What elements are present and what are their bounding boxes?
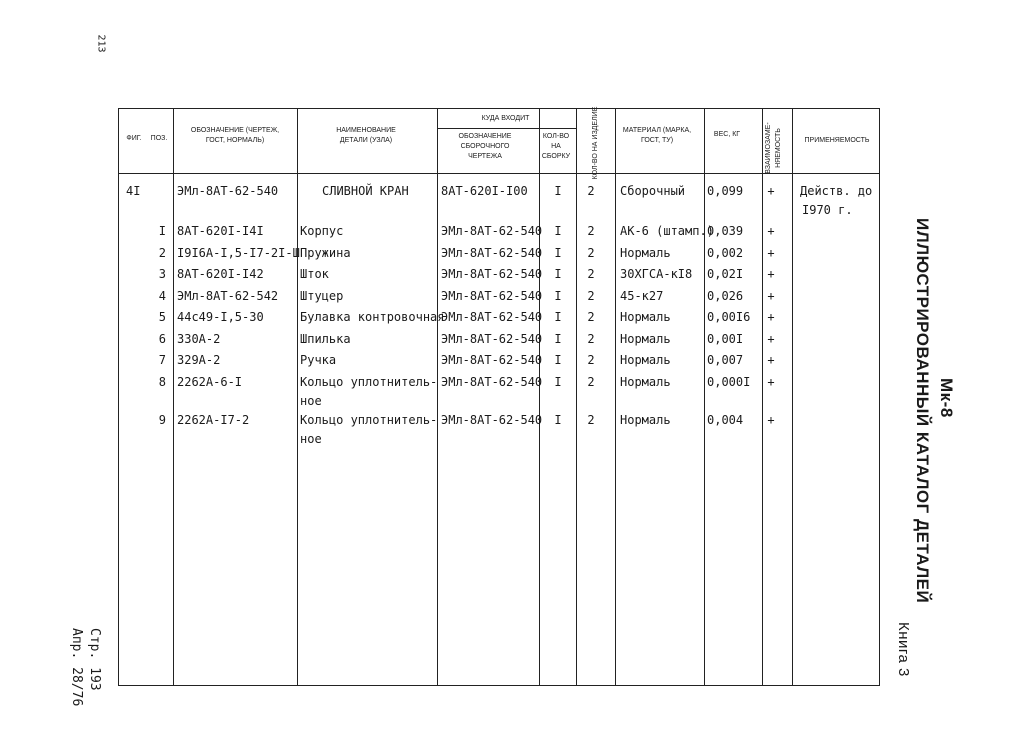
cell-name: СЛИВНОЙ КРАН [322, 184, 409, 198]
manual-code: Мк-8 [937, 378, 956, 418]
cell-des: 330А-2 [177, 332, 221, 346]
cell-wt: 0,026 [707, 289, 744, 303]
cell-ic: + [767, 224, 775, 238]
cell-pos: 9 [158, 413, 166, 427]
cell-name-cont: ное [300, 394, 322, 408]
cell-name: Кольцо уплотнитель- [300, 375, 438, 389]
header-fig: ФИГ. [126, 135, 142, 142]
cell-des: 8АТ-620I-I4I [177, 224, 264, 238]
cell-wt: 0,00I6 [707, 310, 751, 324]
cell-ic: + [767, 267, 775, 281]
header-asm-designation: ОБОЗНАЧЕНИЕ СБОРОЧНОГО ЧЕРТЕЖА [458, 133, 512, 160]
cell-des: 329А-2 [177, 353, 221, 367]
cell-qi: 2 [587, 332, 595, 346]
cell-asm: 8АТ-620I-I00 [441, 184, 528, 198]
cell-qi: 2 [587, 353, 595, 367]
cell-qi: 2 [587, 184, 595, 198]
footer-page: Стр. 193 [87, 628, 102, 691]
cell-name-cont: ное [300, 432, 322, 446]
cell-ic: + [767, 332, 775, 346]
cell-qa: I [554, 353, 562, 367]
cell-app-cont: I970 г. [802, 203, 853, 217]
cell-mat: 30ХГСА-кI8 [620, 267, 693, 281]
cell-name: Ручка [300, 353, 337, 367]
cell-wt: 0,007 [707, 353, 744, 367]
cell-pos: 4 [158, 289, 166, 303]
cell-qi: 2 [587, 289, 595, 303]
header-qty-item: КОЛ-ВО НА ИЗДЕЛИЕ [592, 106, 599, 180]
cell-qi: 2 [587, 413, 595, 427]
cell-pos: 3 [158, 267, 166, 281]
cell-pos: 6 [158, 332, 166, 346]
cell-mat: Нормаль [620, 413, 671, 427]
header-qty-asm: КОЛ-ВО НА СБОРКУ [541, 133, 571, 160]
cell-des: I9I6А-I,5-I7-2I-Ш [177, 246, 300, 260]
cell-mat: Нормаль [620, 353, 671, 367]
cell-qa: I [554, 246, 562, 260]
cell-name: Шток [300, 267, 329, 281]
cell-mat: Сборочный [620, 184, 686, 198]
cell-des: 2262А-I7-2 [177, 413, 250, 427]
cell-pos: 2 [158, 246, 166, 260]
cell-pos: 8 [158, 375, 166, 389]
cell-qi: 2 [587, 375, 595, 389]
header-pos: ПОЗ. [150, 135, 168, 142]
cell-asm: ЭМл-8АТ-62-540 [441, 413, 543, 427]
cell-asm: ЭМл-8АТ-62-540 [441, 246, 543, 260]
cell-des: 44с49-I,5-30 [177, 310, 264, 324]
cell-ic: + [767, 413, 775, 427]
cell-des: 8АТ-620I-I42 [177, 267, 264, 281]
cell-asm: ЭМл-8АТ-62-540 [441, 375, 543, 389]
cell-asm: ЭМл-8АТ-62-540 [441, 310, 543, 324]
book-label: Книга 3 [895, 622, 912, 677]
cell-ic: + [767, 289, 775, 303]
cell-pos: 7 [158, 353, 166, 367]
cell-qa: I [554, 224, 562, 238]
cell-asm: ЭМл-8АТ-62-540 [441, 224, 543, 238]
header-material: МАТЕРИАЛ (МАРКА, ГОСТ, ТУ) [622, 127, 692, 144]
cell-des: ЭМл-8АТ-62-540 [177, 184, 279, 198]
cell-name: Штуцер [300, 289, 344, 303]
cell-qa: I [554, 413, 562, 427]
cell-qi: 2 [587, 267, 595, 281]
cell-name: Шпилька [300, 332, 351, 346]
cell-ic: + [767, 184, 775, 198]
cell-qa: I [554, 310, 562, 324]
cell-qa: I [554, 267, 562, 281]
cell-asm: ЭМл-8АТ-62-540 [441, 289, 543, 303]
cell-asm: ЭМл-8АТ-62-540 [441, 267, 543, 281]
cell-mat: Нормаль [620, 332, 671, 346]
cell-qa: I [554, 332, 562, 346]
cell-name: Кольцо уплотнитель- [300, 413, 438, 427]
cell-wt: 0,00I [707, 332, 744, 346]
cell-qi: 2 [587, 246, 595, 260]
cell-qi: 2 [587, 224, 595, 238]
cell-name: Пружина [300, 246, 351, 260]
cell-name: Булавка контровочная [300, 310, 445, 324]
cell-wt: 0,039 [707, 224, 744, 238]
cell-pos: I [158, 224, 166, 238]
cell-pos: 5 [158, 310, 166, 324]
cell-ic: + [767, 310, 775, 324]
cell-wt: 0,000I [707, 375, 751, 389]
header-name: НАИМЕНОВАНИЕ ДЕТАЛИ (УЗЛА) [336, 127, 396, 144]
cell-des: 2262А-6-I [177, 375, 243, 389]
header-where: КУДА ВХОДИТ [481, 115, 530, 122]
cell-qa: I [554, 289, 562, 303]
cell-mat: Нормаль [620, 375, 671, 389]
header-weight: ВЕС, КГ [713, 131, 741, 138]
footer-appendix: Апр. 28/76 [69, 628, 84, 707]
cell-wt: 0,004 [707, 413, 744, 427]
header-applicability: ПРИМЕНЯЕМОСТЬ [804, 137, 870, 144]
cell-mat: АК-6 (штамп.) [620, 224, 714, 238]
cell-asm: ЭМл-8АТ-62-540 [441, 332, 543, 346]
cell-app: Действ. до [800, 184, 873, 198]
cell-name: Корпус [300, 224, 344, 238]
cell-mat: Нормаль [620, 246, 671, 260]
cell-mat: 45-к27 [620, 289, 664, 303]
cell-mat: Нормаль [620, 310, 671, 324]
cell-ic: + [767, 246, 775, 260]
cell-wt: 0,099 [707, 184, 744, 198]
cell-qa: I [554, 184, 562, 198]
cell-wt: 0,002 [707, 246, 744, 260]
cell-asm: ЭМл-8АТ-62-540 [441, 353, 543, 367]
cell-qi: 2 [587, 310, 595, 324]
cell-des: ЭМл-8АТ-62-542 [177, 289, 279, 303]
cell-wt: 0,02I [707, 267, 744, 281]
header-interchange: ВЗАИМОЗАМЕ-НЯЕМОСТЬ [765, 122, 782, 174]
header-designation: ОБОЗНАЧЕНИЕ (ЧЕРТЕЖ, ГОСТ, НОРМАЛЬ) [190, 127, 280, 144]
page-number-top: 213 [95, 34, 107, 53]
cell-qa: I [554, 375, 562, 389]
cell-ic: + [767, 353, 775, 367]
catalog-title: ИЛЛЮСТРИРОВАННЫЙ КАТАЛОГ ДЕТАЛЕЙ [913, 218, 932, 604]
cell-ic: + [767, 375, 775, 389]
cell-fig: 4I [126, 184, 141, 198]
